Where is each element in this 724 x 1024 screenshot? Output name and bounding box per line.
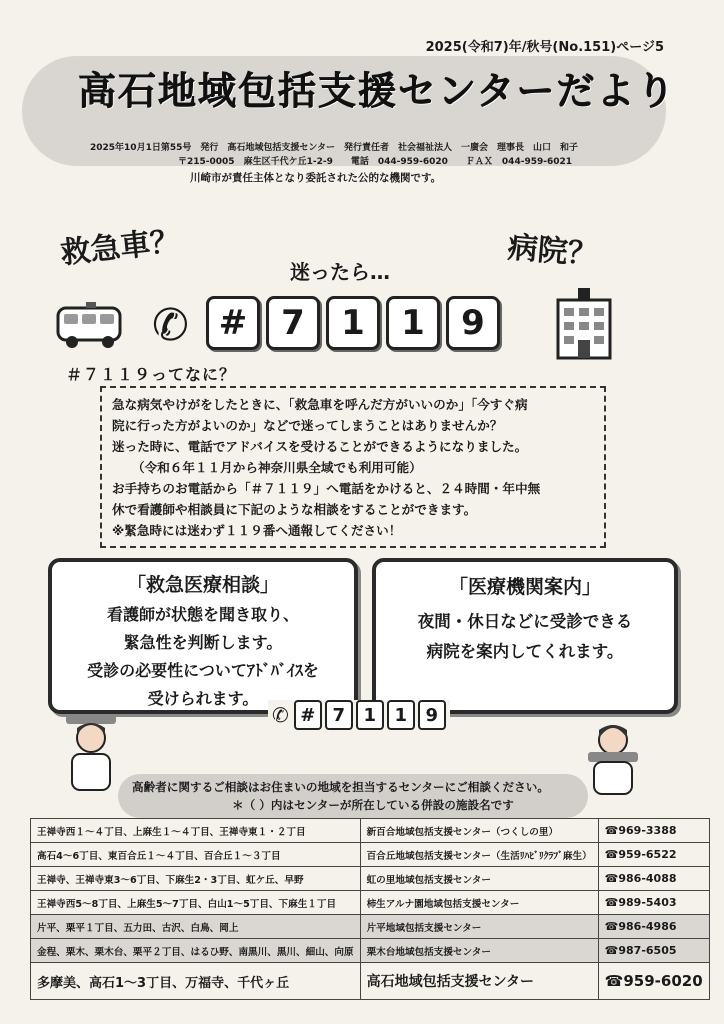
hospital-guide-card (372, 558, 678, 714)
info-line: ※緊急時には迷わず１１９番へ通報してください！ (112, 523, 402, 538)
phone-cell: ☎987-6505 (598, 939, 709, 963)
info-box (100, 386, 606, 548)
nurse-illustration-icon (62, 712, 120, 792)
center-name-cell: 片平地域包括支援センター (360, 915, 598, 939)
card-heading: 「医療機関案内」 (448, 576, 601, 598)
area-cell: 片平、栗平１丁目、五力田、古沢、白鳥、岡上 (31, 915, 361, 939)
area-cell: 王禅寺西5～8丁目、上麻生5～7丁目、白山1～5丁目、下麻生１丁目 (31, 891, 361, 915)
hospital-question: 病院？ (506, 230, 600, 273)
newsletter-title: 高石地域包括支援センターだより (78, 69, 677, 113)
if-unsure-text: 迷ったら… (290, 260, 390, 284)
key-9: 9 (446, 296, 500, 350)
table-row (31, 843, 710, 867)
card-line: 看護師が状態を聞き取り、 (106, 605, 299, 624)
number-7119-keys (206, 296, 500, 350)
emergency-consultation-card (48, 558, 358, 714)
center-name-cell: 栗木台地域包括支援センター (360, 939, 598, 963)
publisher-line: 2025年10月1日第55号 発行 高石地域包括支援センター 発行責任者 社会福祉法人 一廣会 理事長 山口 和子 (90, 143, 579, 153)
center-name-cell: 百合丘地域包括支援センター（生活ﾘﾊﾋﾞﾘｸﾗﾌﾞ麻生） (360, 843, 598, 867)
phone-cell: ☎959-6020 (598, 963, 709, 1000)
table-row (31, 891, 710, 915)
info-line: お手持ちのお電話から「＃７１１９」へ電話をかけると、２４時間・年中無 (112, 481, 541, 496)
nurse-illustration-icon (584, 718, 642, 796)
info-line: 院に行った方がよいのか」などで迷ってしまうことはありませんか？ (112, 418, 503, 433)
info-line: 急な病気やけがをしたときに、「救急車を呼んだ方がいいのか」「今すぐ病 (112, 397, 528, 412)
public-agency-note: 川崎市が責任主体となり委託された公的な機関です。 (190, 172, 442, 184)
issue-label: 2025(令和7)年/秋号(No.151)ページ5 (425, 40, 664, 55)
info-line: 休で看護師や相談員に下記のような相談をすることができます。 (112, 502, 477, 517)
card-line: 緊急性を判断します。 (123, 633, 283, 652)
phone-cell: ☎969-3388 (598, 819, 709, 843)
card-heading: 「救急医療相談」 (126, 574, 279, 596)
key-1a: 1 (326, 296, 380, 350)
phone-icon: ✆ (152, 300, 189, 351)
table-row (31, 963, 710, 1000)
card-line: 受けられます。 (147, 689, 259, 708)
area-cell: 王禅寺、王禅寺東3～6丁目、下麻生2・3丁目、虹ケ丘、早野 (31, 867, 361, 891)
center-name-cell: 虹の里地域包括支援センター (360, 867, 598, 891)
hospital-icon (554, 286, 614, 360)
phone-cell: ☎989-5403 (598, 891, 709, 915)
center-directory-table (30, 818, 710, 1000)
center-name-cell: 高石地域包括支援センター (360, 963, 598, 1000)
phone-icon: ✆ (272, 703, 289, 727)
area-cell: 金程、栗木、栗木台、栗平２丁目、はるひ野、南黒川、黒川、細山、向原 (31, 939, 361, 963)
facility-note: ＊（ ）内はセンターが所在している併設の施設名です (232, 798, 514, 812)
card-line: 病院を案内してくれます。 (426, 642, 624, 661)
consult-banner-text: 高齢者に関するご相談はお住まいの地域を担当するセンターにご相談ください。 (132, 780, 549, 794)
phone-cell: ☎986-4986 (598, 915, 709, 939)
phone-cell: ☎959-6522 (598, 843, 709, 867)
area-cell: 多摩美、高石1～3丁目、万福寺、千代ヶ丘 (31, 963, 361, 1000)
center-name-cell: 柿生アルナ園地域包括支援センター (360, 891, 598, 915)
area-cell: 王禅寺西１～４丁目、上麻生１～４丁目、王禅寺東１・２丁目 (31, 819, 361, 843)
table-row (31, 819, 710, 843)
table-row (31, 939, 710, 963)
key-hash: # (294, 700, 322, 730)
key-7: 7 (325, 700, 353, 730)
card-line: 受診の必要性についてｱﾄﾞﾊﾞｲｽを (87, 661, 319, 680)
center-name-cell: 新百合地域包括支援センター（つくしの里） (360, 819, 598, 843)
key-hash: # (206, 296, 260, 350)
table-row (31, 915, 710, 939)
key-1a: 1 (356, 700, 384, 730)
key-1b: 1 (386, 296, 440, 350)
key-9: 9 (418, 700, 446, 730)
table-row (31, 867, 710, 891)
ambulance-icon (56, 298, 126, 350)
info-line: （令和６年１１月から神奈川県全域でも利用可能） (132, 460, 422, 475)
card-line: 夜間・休日などに受診できる (417, 612, 633, 631)
what-is-7119-heading: ＃７１１９ってなに？ (66, 365, 237, 384)
key-1b: 1 (387, 700, 415, 730)
info-line: 迷った時に、電話でアドバイスを受けることができるようになりました。 (112, 439, 528, 454)
key-7: 7 (266, 296, 320, 350)
address-line: 〒215-0005 麻生区千代ケ丘1-2-9 電話 044-959-6020 ＦＡＸ 044-959-6021 (178, 157, 573, 167)
small-7119-keys (268, 700, 450, 730)
phone-cell: ☎986-4088 (598, 867, 709, 891)
ambulance-question: 救急車？ (58, 223, 182, 272)
area-cell: 高石4～6丁目、東百合丘１～４丁目、百合丘１～３丁目 (31, 843, 361, 867)
